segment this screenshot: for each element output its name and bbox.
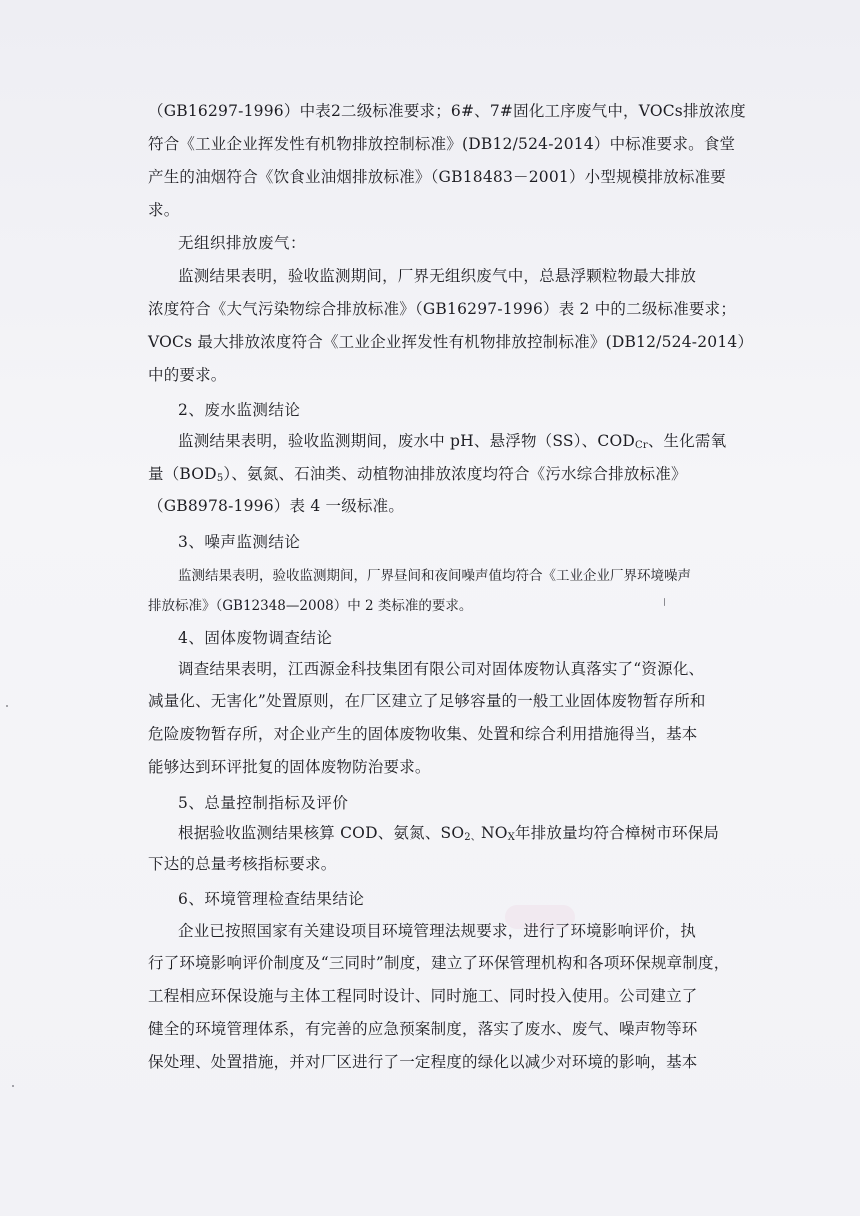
- subscript: Cr: [634, 440, 648, 451]
- body-line: 排放标准》（GB12348—2008）中 2 类标准的要求。: [148, 598, 473, 614]
- body-line: VOCs 最大排放浓度符合《工业企业挥发性有机物排放控制标准》(DB12/524-2014）: [148, 333, 754, 351]
- body-line: 符合《工业企业挥发性有机物排放控制标准》(DB12/524-2014）中标准要求。食堂: [148, 135, 736, 153]
- section-heading-noise: 3、噪声监测结论: [178, 533, 301, 551]
- text-fragment: 量（BOD: [148, 465, 217, 483]
- text-fragment: 年排放量均符合樟树市环保局: [515, 824, 720, 842]
- section-heading-solid-waste: 4、固体废物调查结论: [178, 629, 333, 647]
- body-line: 保处理、处置措施，并对厂区进行了一定程度的绿化以减少对环境的影响，基本: [148, 1053, 698, 1071]
- section-heading-env-management: 6、环境管理检查结果结论: [178, 890, 365, 908]
- body-line: [178, 822, 719, 844]
- subscript: 5: [216, 473, 224, 484]
- body-line: （GB16297-1996）中表2二级标准要求；6#、7#固化工序废气中，VOCs排放浓度: [148, 102, 746, 120]
- body-line: 能够达到环评批复的固体废物防治要求。: [148, 758, 431, 776]
- body-line: 下达的总量考核指标要求。: [148, 855, 337, 873]
- body-line: 求。: [148, 201, 180, 219]
- body-line: （GB8978-1996）表 4 一级标准。: [148, 497, 405, 515]
- text-fragment: NO: [481, 824, 508, 842]
- body-line: 监测结果表明，验收监测期间，厂界昼间和夜间噪声值均符合《工业企业厂界环境噪声: [178, 568, 691, 584]
- body-line: 减量化、无害化”处置原则，在厂区建立了足够容量的一般工业固体废物暂存所和: [148, 692, 706, 710]
- body-line: [178, 430, 726, 452]
- body-line: 浓度符合《大气污染物综合排放标准》（GB16297-1996）表 2 中的二级标准要求；: [148, 300, 737, 318]
- body-line: 危险废物暂存所，对企业产生的固体废物收集、处置和综合利用措施得当，基本: [148, 725, 698, 743]
- section-heading-total-control: 5、总量控制指标及评价: [178, 794, 349, 812]
- text-fragment: 监测结果表明，验收监测期间，废水中 pH、悬浮物（SS）、COD: [178, 432, 635, 450]
- section-heading-wastewater: 2、废水监测结论: [178, 401, 301, 419]
- body-line: 中的要求。: [148, 366, 227, 384]
- body-line: [148, 463, 687, 485]
- subscript: X: [507, 832, 516, 843]
- text-fragment: 、生化需氧: [647, 432, 727, 450]
- body-line: 企业已按照国家有关建设项目环境管理法规要求，进行了环境影响评价，执: [178, 922, 697, 940]
- section-subtitle-fugitive: 无组织排放废气：: [178, 234, 307, 252]
- body-line: 产生的油烟符合《饮食业油烟排放标准》（GB18483－2001）小型规模排放标准要: [148, 168, 726, 186]
- body-line: 调查结果表明，江西源金科技集团有限公司对固体废物认真落实了“资源化、: [178, 660, 705, 678]
- body-line: 监测结果表明，验收监测期间，厂界无组织废气中，总悬浮颗粒物最大排放: [178, 267, 697, 285]
- body-line: 健全的环境管理体系，有完善的应急预案制度，落实了废水、废气、噪声物等环: [148, 1020, 698, 1038]
- text-fragment: ）、氨氮、石油类、动植物油排放浓度均符合《污水综合排放标准》: [223, 465, 687, 483]
- body-line: 行了环境影响评价制度及“三同时”制度，建立了环保管理机构和各项环保规章制度，: [148, 954, 730, 972]
- subscript: 2、: [464, 832, 482, 843]
- text-fragment: 根据验收监测结果核算 COD、氨氮、SO: [178, 824, 465, 842]
- body-line: 工程相应环保设施与主体工程同时设计、同时施工、同时投入使用。公司建立了: [148, 987, 698, 1005]
